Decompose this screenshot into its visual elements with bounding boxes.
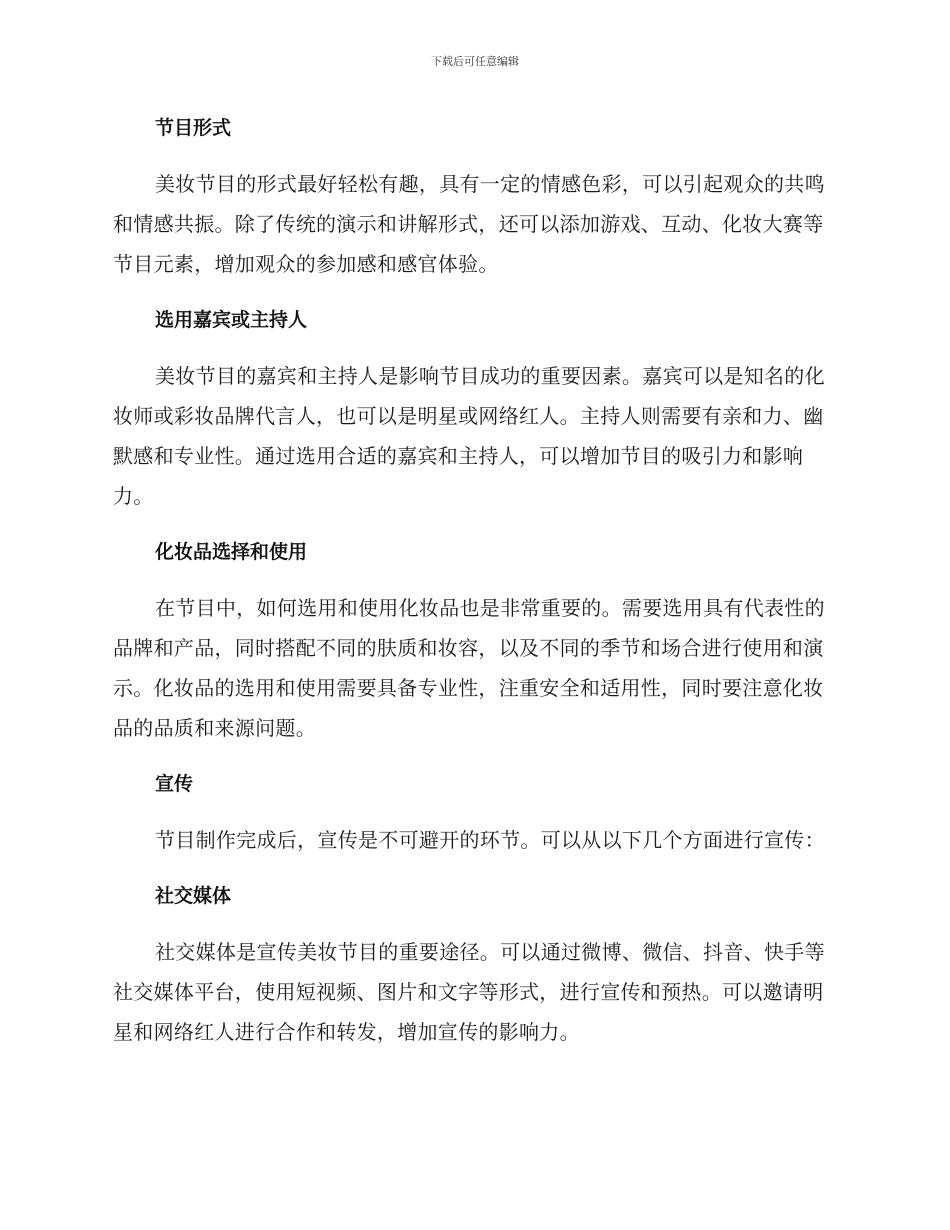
page-header-note: 下载后可任意编辑 — [431, 55, 519, 68]
section-body-promotion: 节目制作完成后，宣传是不可避开的环节。可以从以下几个方面进行宣传： — [155, 828, 825, 852]
section-heading-format: 节目形式 — [155, 117, 232, 139]
section-heading-social-media: 社交媒体 — [155, 885, 232, 907]
section-body-social-media: 社交媒体是宣传美妆节目的重要途径。可以通过微博、微信、抖音、快手等社交媒体平台，使用短视频、图片和文字等形式，进行宣传和预热。可以邀请明星和网络红人进行合作和转发，增加宣传的影响力。 — [113, 940, 825, 1044]
section-body-format: 美妆节目的形式最好轻松有趣，具有一定的情感色彩，可以引起观众的共鸣和情感共振。除了传统的演示和讲解形式，还可以添加游戏、互动、化妆大赛等节目元素，增加观众的参加感和感官体验。 — [113, 172, 825, 276]
section-body-cosmetics: 在节目中，如何选用和使用化妆品也是非常重要的。需要选用具有代表性的品牌和产品，同时搭配不同的肤质和妆容，以及不同的季节和场合进行使用和演示。化妆品的选用和使用需要具备专业性，注重安全和适用性，同时要注意化妆品的品质和来源问题。 — [113, 596, 825, 740]
document-body — [113, 108, 833, 1052]
section-heading-guests: 选用嘉宾或主持人 — [155, 309, 308, 331]
section-body-guests: 美妆节目的嘉宾和主持人是影响节目成功的重要因素。嘉宾可以是知名的化妆师或彩妆品牌代言人，也可以是明星或网络红人。主持人则需要有亲和力、幽默感和专业性。通过选用合适的嘉宾和主持人，可以增加节目的吸引力和影响力。 — [113, 364, 825, 508]
section-heading-promotion: 宣传 — [155, 773, 194, 795]
section-heading-cosmetics: 化妆品选择和使用 — [155, 541, 308, 563]
